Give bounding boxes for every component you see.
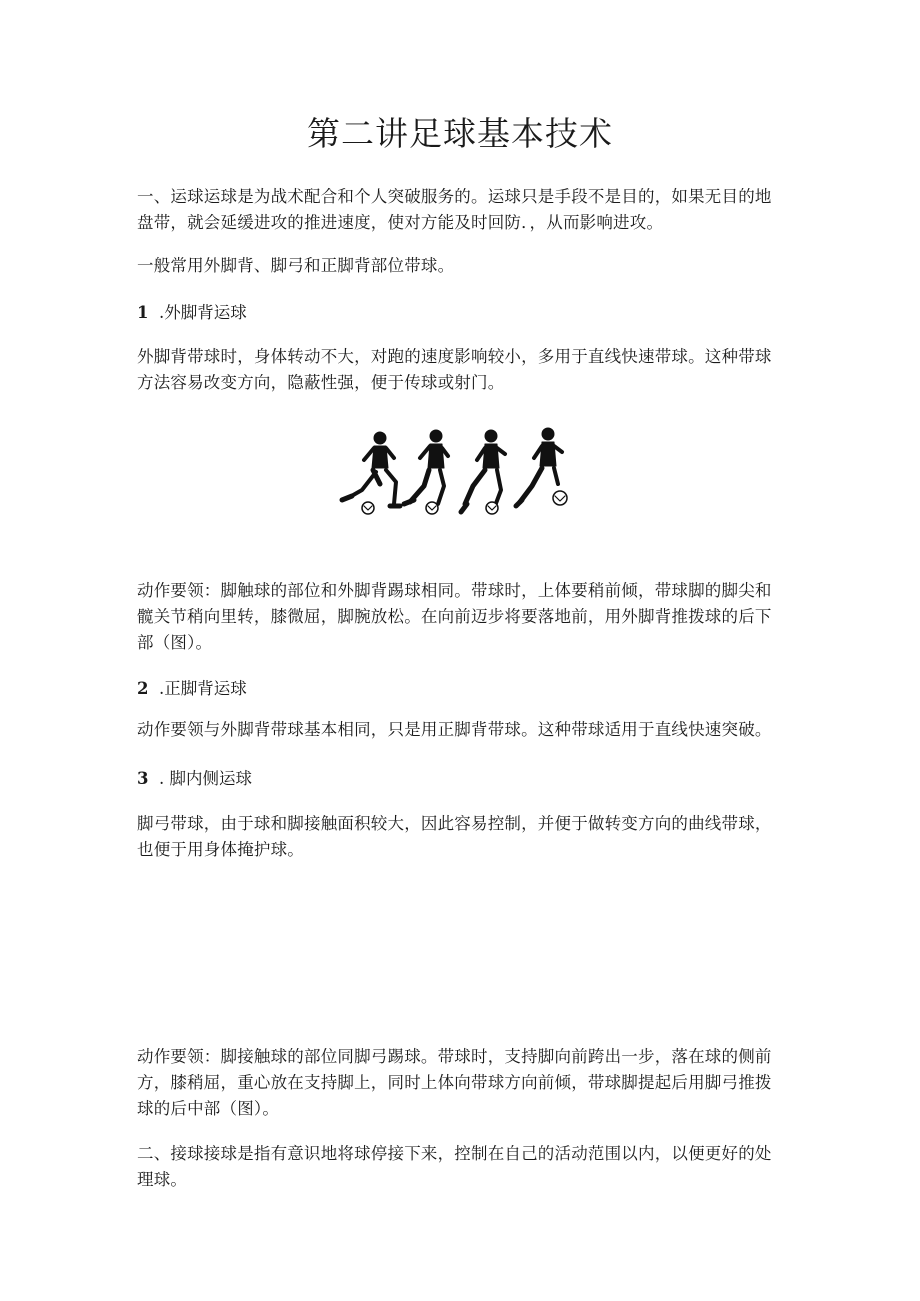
heading-number: 2 [137,679,149,698]
dribbling-sequence-illustration-icon [330,420,590,530]
heading-text: .外脚背运球 [159,303,247,322]
dribbling-sequence-figure [330,420,590,530]
heading-number: 1 [137,303,149,322]
heading-text: . 脚内侧运球 [159,769,252,788]
heading-text: .正脚背运球 [159,679,247,698]
heading-number: 3 [137,769,149,788]
page-title: 第二讲足球基本技术 [307,114,613,153]
outer-instep-description: 外脚背带球时，身体转动不大，对跑的速度影响较小，多用于直线快速带球。这种带球方法容易改变方向，隐蔽性强，便于传球或射门。 [137,347,772,392]
section-heading-outer-instep [137,300,247,326]
outer-instep-key-points: 动作要领：脚触球的部位和外脚背踢球相同。带球时，上体要稍前倾，带球脚的脚尖和髋关节稍向里转，膝微屈，脚腕放松。在向前迈步将要落地前，用外脚背推拨球的后下部（图）。 [137,581,772,652]
common-parts-paragraph: 一般常用外脚背、脚弓和正脚背部位带球。 [137,256,455,275]
inner-foot-key-points: 动作要领：脚接触球的部位同脚弓踢球。带球时，支持脚向前跨出一步，落在球的侧前方，膝稍屈，重心放在支持脚上，同时上体向带球方向前倾，带球脚提起后用脚弓推拨球的后中部（图）。 [137,1047,772,1118]
instep-key-points: 动作要领与外脚背带球基本相同，只是用正脚背带球。这种带球适用于直线快速突破。 [137,720,772,739]
inner-foot-description: 脚弓带球，由于球和脚接触面积较大，因此容易控制，并便于做转变方向的曲线带球，也便于用身体掩护球。 [137,814,772,859]
section-heading-inner-foot [137,766,252,792]
section-heading-instep [137,676,247,702]
receiving-paragraph: 二、接球接球是指有意识地将球停接下来，控制在自己的活动范围以内，以便更好的处理球。 [137,1144,772,1189]
intro-paragraph: 一、运球运球是为战术配合和个人突破服务的。运球只是手段不是目的，如果无目的地盘带，就会延缓进攻的推进速度，使对方能及时回防．，从而影响进攻。 [137,187,772,232]
